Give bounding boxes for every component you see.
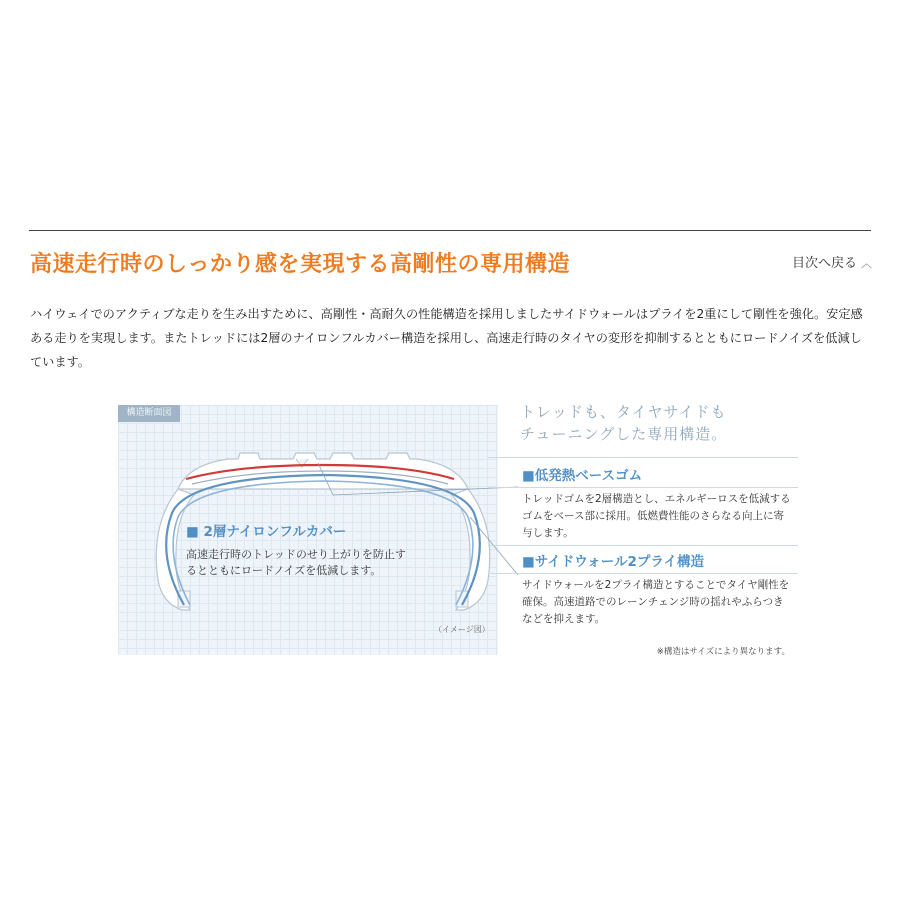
figure-headline-line2: チューニングした専用構造。 <box>520 425 728 443</box>
sidewall-ply-heading: ■サイドウォール2プライ構造 <box>522 554 704 570</box>
base-rubber-heading: ■低発熱ベースゴム <box>522 468 643 484</box>
nylon-cover-text: 高速走行時のトレッドのせり上がりを防止するとともにロードノイズを低減します。 <box>186 548 406 577</box>
section-title: 高速走行時のしっかり感を実現する高剛性の専用構造 <box>30 252 571 277</box>
feature-separator-top <box>488 457 798 458</box>
nylon-cover-heading: ■ 2層ナイロンフルカバー <box>186 524 347 540</box>
section-divider <box>29 230 871 231</box>
figure-headline-line1: トレッドも、タイヤサイドも <box>520 403 727 421</box>
figure-headline <box>520 401 790 445</box>
tire-structure-figure <box>118 405 790 661</box>
toc-back-link[interactable] <box>792 255 872 273</box>
size-note: ※構造はサイズにより異なります。 <box>656 647 790 657</box>
feature-separator-1 <box>488 487 798 488</box>
image-note: （イメージ図） <box>434 625 490 634</box>
section-intro: ハイウェイでのアクティブな走りを生み出すために、高剛性・高耐久の性能構造を採用しましたサイドウォールはプライを2重にして剛性を強化。安定感ある走りを実現します。またトレッドには2層のナイロンフルカバー構造を採用し、高速走行時のタイヤの変形を抑制するとともにロードノイズを低減しています。 <box>30 307 863 369</box>
feature-separator-2 <box>488 545 798 546</box>
feature-separator-3 <box>488 573 798 574</box>
sidewall-ply-text: サイドウォールを2プライ構造とすることでタイヤ剛性を確保。高速道路でのレーンチェンジ時の揺れやふらつきなどを抑えます。 <box>522 579 790 625</box>
nylon-cover-callout <box>186 523 416 579</box>
panel-tag: 構造断面図 <box>118 405 180 422</box>
toc-link-label: 目次へ戻る <box>791 256 857 271</box>
base-rubber-text: トレッドゴムを2層構造とし、エネルギーロスを低減するゴムをベース部に採用。低燃費性能のさらなる向上に寄与します。 <box>522 493 791 539</box>
cross-section-panel <box>118 405 498 655</box>
chevron-up-icon: ︿ <box>861 257 872 270</box>
